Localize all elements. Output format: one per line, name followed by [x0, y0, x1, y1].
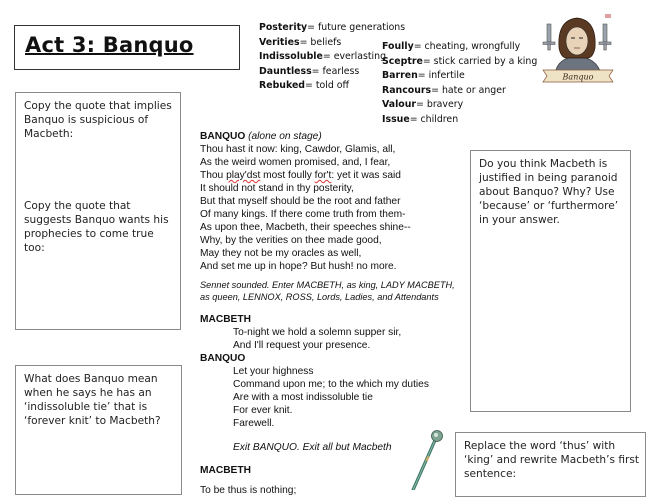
speaker-macbeth: MACBETH	[200, 314, 251, 325]
page-title: Act 3: Banquo	[25, 33, 194, 57]
script-line: Of many kings. If there come truth from them-	[200, 209, 406, 220]
script-line: And I'll request your presence.	[233, 340, 371, 351]
glossary-item: Issue= children	[382, 113, 459, 125]
stage-direction: as queen, LENNOX, ROSS, Lords, Ladies, and Attendants	[200, 292, 439, 302]
answer-box-indissoluble-tie[interactable]	[15, 365, 182, 495]
script-line: For ever knit.	[233, 405, 293, 416]
svg-text:Banquo: Banquo	[562, 72, 594, 82]
question-suspicious-quote: Copy the quote that implies Banquo is suspicious of Macbeth:	[24, 100, 172, 140]
sceptre-image	[405, 428, 445, 490]
script-line: Command upon me; to the which my duties	[233, 379, 429, 390]
title-box	[14, 25, 240, 70]
script-line: May they not be my oracles as well,	[200, 248, 362, 259]
script-line: It should not stand in thy posterity,	[200, 183, 354, 194]
script-line: To-night we hold a solemn supper sir,	[233, 327, 402, 338]
answer-box-suspicious-and-prophecies[interactable]	[15, 92, 181, 330]
speaker-macbeth: MACBETH	[200, 465, 251, 476]
stage-direction: Sennet sounded. Enter MACBETH, as king, LADY MACBETH,	[200, 280, 455, 290]
script-line: Let your highness	[233, 366, 314, 377]
glossary-item: Dauntless= fearless	[259, 65, 360, 77]
glossary-item: Rancours= hate or anger	[382, 84, 506, 96]
question-paranoid: Do you think Macbeth is justified in being paranoid about Banquo? Why? Use ‘because’ or ‘furthermore’ in your answer.	[479, 158, 619, 226]
script-line: Farewell.	[233, 418, 275, 429]
stage-direction: Exit BANQUO. Exit all but Macbeth	[233, 442, 392, 453]
glossary-item: Sceptre= stick carried by a king	[382, 55, 538, 67]
answer-box-rewrite-sentence[interactable]	[455, 432, 646, 497]
script-line: Are with a most indissoluble tie	[233, 392, 373, 403]
script-line: Thou hast it now: king, Cawdor, Glamis, all,	[200, 144, 396, 155]
glossary-item: Rebuked= told off	[259, 80, 349, 92]
glossary-item: Valour= bravery	[382, 99, 464, 111]
question-prophecies-quote: Copy the quote that suggests Banquo wants his prophecies to come true too:	[24, 200, 169, 254]
script-line: To be thus is nothing;	[200, 485, 297, 496]
glossary-right	[382, 40, 537, 128]
banquo-portrait-image	[535, 8, 620, 90]
answer-box-paranoid[interactable]	[470, 150, 631, 412]
speaker-banquo: BANQUO	[200, 353, 246, 364]
question-rewrite-sentence: Replace the word ‘thus’ with ‘king’ and rewrite Macbeth’s first sentence:	[464, 440, 640, 480]
glossary-item: Verities= beliefs	[259, 36, 342, 48]
script-line: As the weird women promised, and, I fear,	[200, 157, 391, 168]
question-indissoluble-tie: What does Banquo mean when he says he has an ‘indissoluble tie’ that is ‘forever knit’ to Macbeth?	[24, 373, 161, 427]
script-line: Why, by the verities on thee made good,	[200, 235, 382, 246]
glossary-item: Barren= infertile	[382, 70, 465, 82]
glossary-item: Indissoluble= everlasting	[259, 51, 387, 63]
script-line: As upon thee, Macbeth, their speeches shine--	[200, 222, 411, 233]
speaker-banquo: BANQUO (alone on stage)	[200, 131, 322, 142]
glossary-item: Posterity= future generations	[259, 22, 406, 33]
script-line: And set me up in hope? But hush! no more.	[200, 261, 397, 272]
glossary-item: Foully= cheating, wrongfully	[382, 41, 521, 52]
script-line: But that myself should be the root and father	[200, 196, 401, 207]
script-line: Thou play'dst most foully for't: yet it was said	[200, 170, 401, 181]
